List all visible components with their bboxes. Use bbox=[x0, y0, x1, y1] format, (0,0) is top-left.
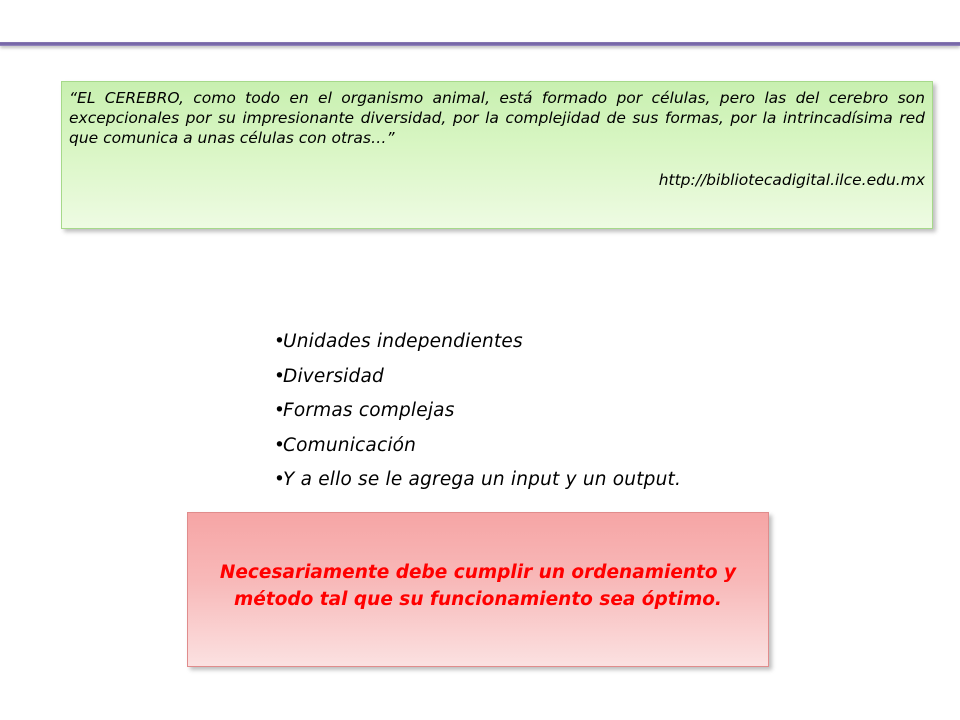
bullet-item bbox=[274, 325, 794, 360]
bullet-icon: • bbox=[274, 331, 286, 352]
bullet-item bbox=[274, 360, 794, 395]
header-divider bbox=[0, 42, 960, 46]
conclusion-line-1: Necesariamente debe cumplir un ordenamiento y bbox=[219, 561, 737, 583]
bullet-item bbox=[274, 463, 794, 498]
bullet-icon: • bbox=[274, 469, 286, 490]
quote-box bbox=[61, 81, 933, 229]
bullet-text: Unidades independientes bbox=[283, 331, 523, 352]
bullet-text: Formas complejas bbox=[283, 400, 455, 421]
bullet-text: Comunicación bbox=[283, 434, 417, 456]
bullet-icon: • bbox=[274, 434, 286, 456]
quote-source-url: http://bibliotecadigital.ilce.edu.mx bbox=[658, 171, 925, 189]
quote-text: “EL CEREBRO, como todo en el organismo animal, está formado por células, pero las del cerebro son excepcionales por su impresionante diversidad, por la complejidad de sus formas, por la intrincadísima red que comunica a unas células con otras…” bbox=[69, 89, 925, 147]
bullet-icon: • bbox=[274, 365, 286, 387]
bullet-text: Y a ello se le agrega un input y un output. bbox=[283, 469, 682, 490]
conclusion-line-2: método tal que su funcionamiento sea óptimo. bbox=[234, 588, 722, 610]
bullet-text: Diversidad bbox=[283, 365, 384, 387]
bullet-list bbox=[274, 325, 794, 498]
bullet-item bbox=[274, 394, 794, 429]
bullet-icon: • bbox=[274, 400, 286, 421]
conclusion-box bbox=[187, 512, 769, 667]
bullet-item bbox=[274, 429, 794, 464]
conclusion-text bbox=[200, 559, 756, 613]
